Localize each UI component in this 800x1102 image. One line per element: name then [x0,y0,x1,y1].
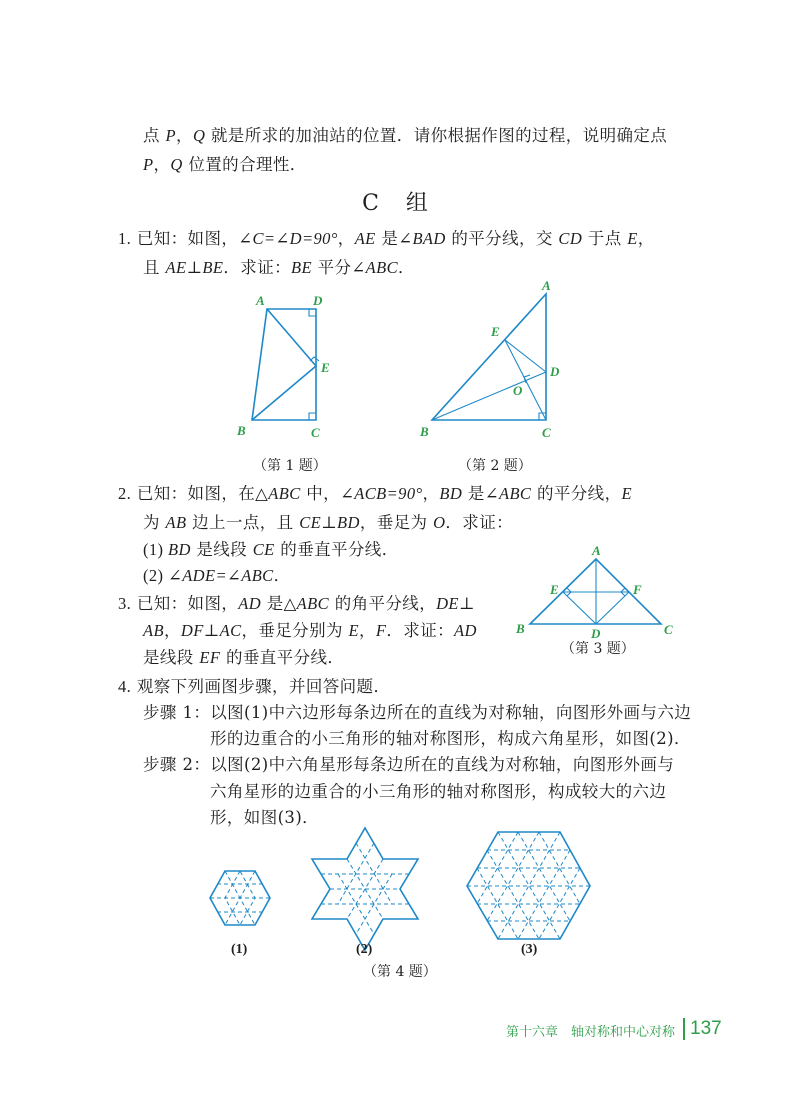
step-1-line-1: 步骤 1：以图(1)中六边形每条边所在的直线为对称轴，向图形外画与六边 [143,703,692,722]
fig2-label-b: B [420,424,429,439]
fig1-label-e: E [321,360,330,375]
intro-line-2: P，Q 位置的合理性． [143,155,307,174]
figure-1-caption: （第 1 题） [253,458,327,474]
problem-2-line-2: 为 AB 边上一点，且 CE⊥BD，垂足为 O．求证： [143,513,514,532]
fig1-label-c: C [311,425,320,440]
fig1-label-b: B [237,423,246,438]
figure-4-caption: （第 4 题） [363,964,437,980]
fig4-large-hexagon [467,832,590,939]
step-2-line-1: 步骤 2：以图(2)中六角星形每条边所在的直线为对称轴，向图形外画与 [143,755,675,774]
step-2-line-3: 形，如图(3)． [210,808,320,827]
page-number: 137 [690,1018,722,1039]
fig3-label-f: F [633,582,642,597]
problem-2-item-1: (1) BD 是线段 CE 的垂直平分线． [143,540,399,559]
footer-chapter: 第十六章 轴对称和中心对称 [506,1025,676,1040]
problem-1-line-2: 且 AE⊥BE．求证：BE 平分∠ABC． [143,258,415,277]
fig2-label-d: D [550,364,560,379]
fig2-label-a: A [542,278,551,293]
problem-3-line-1: 3. 已知：如图，AD 是△ABC 的角平分线，DE⊥ [118,594,475,613]
problem-3-line-2: AB，DF⊥AC，垂足分别为 E，F．求证：AD [143,621,477,640]
fig1-label-a: A [256,293,265,308]
intro-line-1: 点 P，Q 就是所求的加油站的位置．请你根据作图的过程，说明确定点 [143,126,668,145]
problem-1-line-1: 1. 已知：如图，∠C=∠D=90°，AE 是∠BAD 的平分线，交 CD 于点 E， [118,229,655,248]
step-2-line-2: 六角星形的边重合的小三角形的轴对称图形，构成较大的六边 [210,782,667,801]
problem-3-line-3: 是线段 EF 的垂直平分线． [143,648,345,667]
fig2-label-c: C [542,425,551,440]
problem-4-line-1: 4. 观察下列画图步骤，并回答问题． [118,677,391,696]
fig3-label-b: B [516,621,525,636]
fig4-sub-2: (2) [356,942,373,957]
fig3-label-e: E [550,582,559,597]
fig2-label-e: E [491,324,500,339]
step-1-line-2: 形的边重合的小三角形的轴对称图形，构成六角星形，如图(2)． [210,729,691,748]
fig3-label-c: C [664,622,673,637]
figure-2-caption: （第 2 题） [458,458,532,474]
footer-divider [683,1018,685,1040]
problem-2-item-2: (2) ∠ADE=∠ABC． [143,566,291,585]
fig4-hexagon [210,871,270,925]
fig4-sub-1: (1) [231,942,248,957]
fig4-star [312,828,418,950]
fig3-label-a: A [592,543,601,558]
figure-3-caption: （第 3 题） [561,641,635,657]
fig3-label-d: D [591,626,601,641]
fig2-label-o: O [513,383,523,398]
fig1-label-d: D [313,293,323,308]
fig4-sub-3: (3) [521,942,538,957]
section-heading: C 组 [362,191,438,216]
problem-2-line-1: 2. 已知：如图，在△ABC 中，∠ACB=90°，BD 是∠ABC 的平分线，E [118,484,632,503]
